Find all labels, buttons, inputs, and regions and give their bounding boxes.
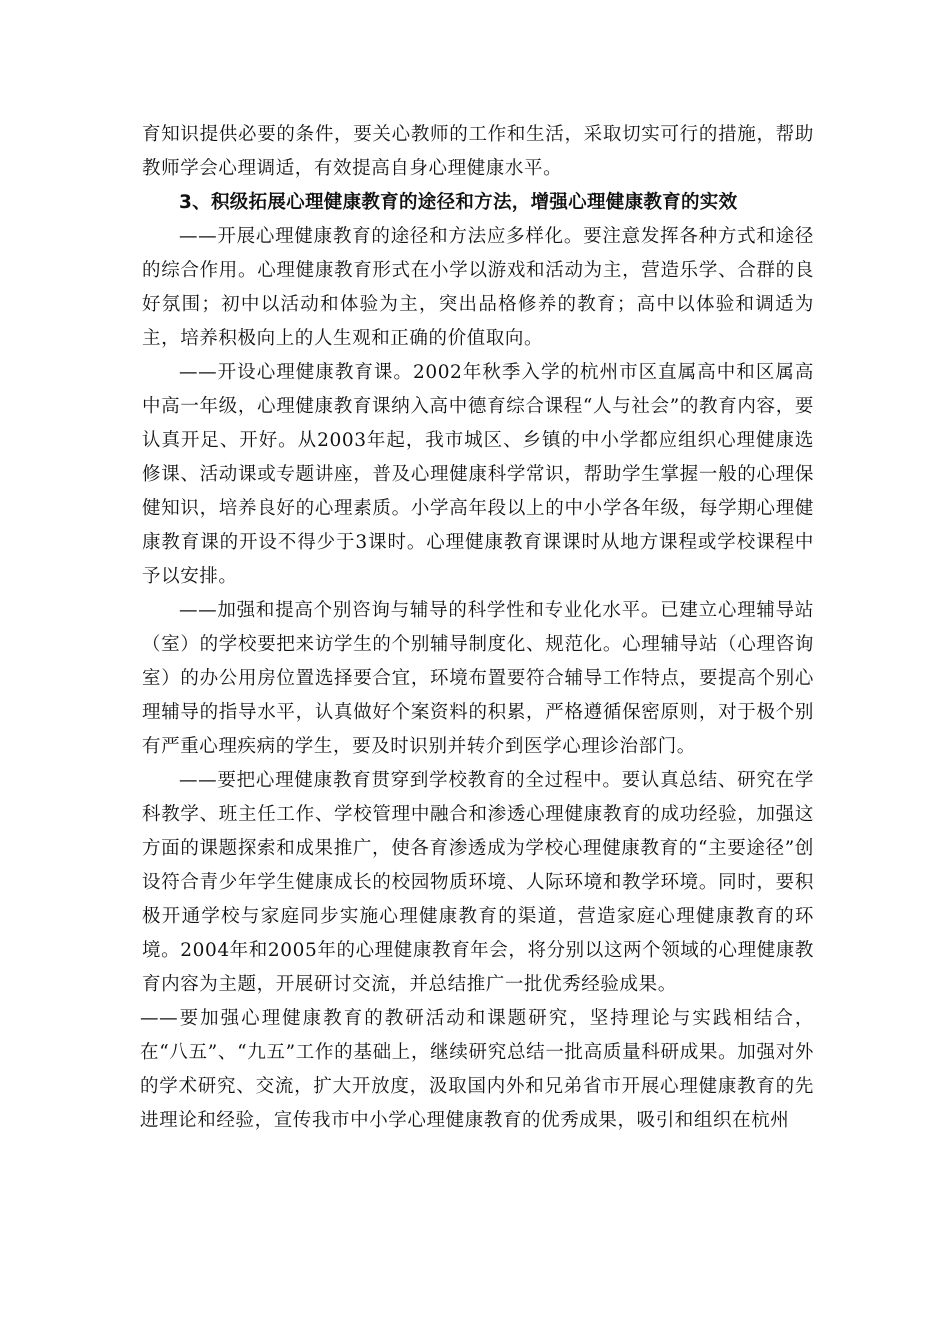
paragraph-continuation: 育知识提供必要的条件，要关心教师的工作和生活，采取切实可行的措施，帮助教师学会心理调适，有效提高自身心理健康水平。	[142, 124, 814, 179]
section-heading: 3、积级拓展心理健康教育的途径和方法，增强心理健康教育的实效	[179, 192, 738, 213]
paragraph-counseling: ——加强和提高个别咨询与辅导的科学性和专业化水平。已建立心理辅导站（室）的学校要把来访学生的个别辅导制度化、规范化。心理辅导站（心理咨询室）的办公用房位置选择要合宜，环境布置要符合辅导工作特点，要提高个别心理辅导的指导水平，认真做好个案资料的积累，严格遵循保密原则，对于极个别有严重心理疾病的学生，要及时识别并转介到医学心理诊治部门。	[142, 600, 814, 757]
paragraph-integration: ——要把心理健康教育贯穿到学校教育的全过程中。要认真总结、研究在学科教学、班主任工作、学校管理中融合和渗透心理健康教育的成功经验，加强这方面的课题探索和成果推广，使各育渗透成为学校心理健康教育的“主要途径”创设符合青少年学生健康成长的校园物质环境、人际环境和教学环境。同时，要积极开通学校与家庭同步实施心理健康教育的渠道，营造家庭心理健康教育的环境。2004年和2005年的心理健康教育年会，将分别以这两个领域的心理健康教育内容为主题，开展研讨交流，并总结推广一批优秀经验成果。	[142, 770, 814, 995]
document-body	[142, 118, 814, 1138]
paragraph-research: ——要加强心理健康教育的教研活动和课题研究，坚持理论与实践相结合，在“八五”、“九五”工作的基础上，继续研究总结一批高质量科研成果。加强对外的学术研究、交流，扩大开放度，汲取国内外和兄弟省市开展心理健康教育的先进理论和经验，宣传我市中小学心理健康教育的优秀成果，吸引和组织在杭州	[140, 1008, 814, 1131]
paragraph-course: ——开设心理健康教育课。2002年秋季入学的杭州市区直属高中和区属高中高一年级，心理健康教育课纳入高中德育综合课程“人与社会”的教育内容，要认真开足、开好。从2003年起，我市城区、乡镇的中小学都应组织心理健康选修课、活动课或专题讲座，普及心理健康科学常识，帮助学生掌握一般的心理保健知识，培养良好的心理素质。小学高年段以上的中小学各年级，每学期心理健康教育课的开设不得少于3课时。心理健康教育课课时从地方课程或学校课程中予以安排。	[142, 362, 814, 587]
paragraph-methods: ——开展心理健康教育的途径和方法应多样化。要注意发挥各种方式和途径的综合作用。心理健康教育形式在小学以游戏和活动为主，营造乐学、合群的良好氛围；初中以活动和体验为主，突出品格修养的教育；高中以体验和调适为主，培养积极向上的人生观和正确的价值取向。	[142, 226, 814, 349]
